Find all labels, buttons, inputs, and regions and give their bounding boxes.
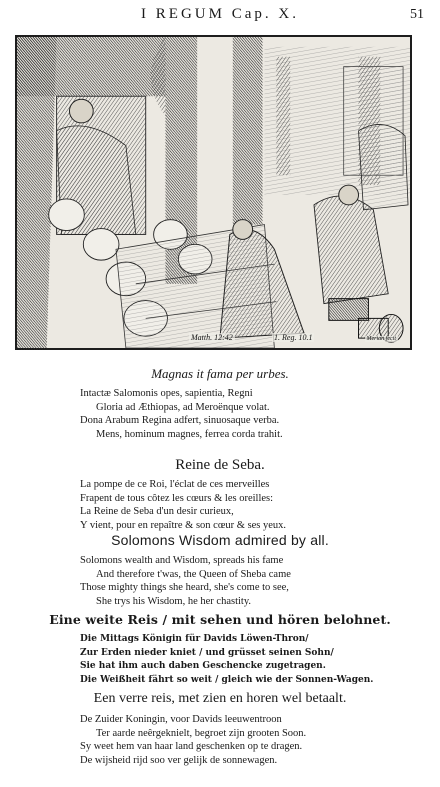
plate-reference-kings: 1. Reg. 10.1: [274, 333, 313, 342]
verse-line: Those mighty things she heard, she's come to see,: [80, 582, 289, 593]
engraver-signature: Merian fecit: [366, 336, 396, 342]
page-header: [0, 0, 440, 34]
english-heading: Solomons Wisdom admired by all.: [111, 532, 329, 548]
page-number: 51: [410, 7, 424, 22]
verse-line: Mens, hominum magnes, ferrea corda trahit.: [96, 428, 283, 440]
verse-line: Gloria ad Æthiopas, ad Meroënque volat.: [96, 401, 270, 413]
german-heading: Eine weite Reis / mit sehen und hören belohnet.: [49, 612, 391, 627]
running-head: I REGUM Cap. X.: [141, 6, 299, 22]
verse-line: Y vient, pour en repaître & son cœur & ses yeux.: [80, 519, 287, 531]
german-verse: [80, 633, 430, 687]
french-verse: [80, 478, 430, 532]
verse-line: Frapent de tous côtez les cœurs & les oreilles:: [80, 492, 274, 504]
english-verse: [80, 554, 430, 608]
motto: Magnas it fama per urbes.: [151, 366, 289, 381]
verse-line: De wijsheid rijd soo ver gelijk de sonnewagen.: [80, 754, 278, 766]
verse-line: Solomons wealth and Wisdom, spreads his fame: [80, 555, 284, 566]
verse-line: Zur Erden nieder kniet / und grüsset seinen Sohn/: [80, 647, 334, 658]
engraving-illustration: [17, 37, 410, 348]
verse-line: La pompe de ce Roi, l'éclat de ces merveilles: [80, 479, 270, 490]
verse-line: And therefore t'was, the Queen of Sheba came: [96, 568, 291, 580]
verse-line: Dona Arabum Regina adfert, sinuosaque verba.: [80, 415, 280, 426]
dutch-heading: Een verre reis, met zien en horen wel betaalt.: [93, 691, 347, 706]
latin-verse: [80, 387, 430, 441]
verse-line: Die Mittags Königin für Davids Löwen-Thron/: [80, 634, 309, 644]
plate-reference-matthew: Matth. 12:42: [191, 333, 233, 342]
verse-line: Intactæ Salomonis opes, sapientia, Regni: [80, 388, 253, 399]
verse-line: De Zuider Koningin, voor Davids leeuwentroon: [80, 714, 282, 725]
verse-line: Ter aarde neêrgeknielt, begroet zijn grooten Soon.: [96, 727, 307, 739]
dutch-verse: [80, 713, 430, 767]
verse-line: Sie hat ihm auch daben Geschencke zugetragen.: [80, 661, 326, 671]
verse-line: She trys his Wisdom, he her chastity.: [96, 595, 252, 607]
verse-line: La Reine de Seba d'un desir curieux,: [80, 506, 234, 517]
verse-line: Sy weet hem van haar land geschenken op te dragen.: [80, 741, 303, 752]
french-heading: Reine de Seba.: [175, 457, 265, 473]
engraving-plate: [15, 35, 412, 350]
verse-line: Die Weißheit fährt so weit / gleich wie der Sonnen-Wagen.: [80, 674, 374, 685]
